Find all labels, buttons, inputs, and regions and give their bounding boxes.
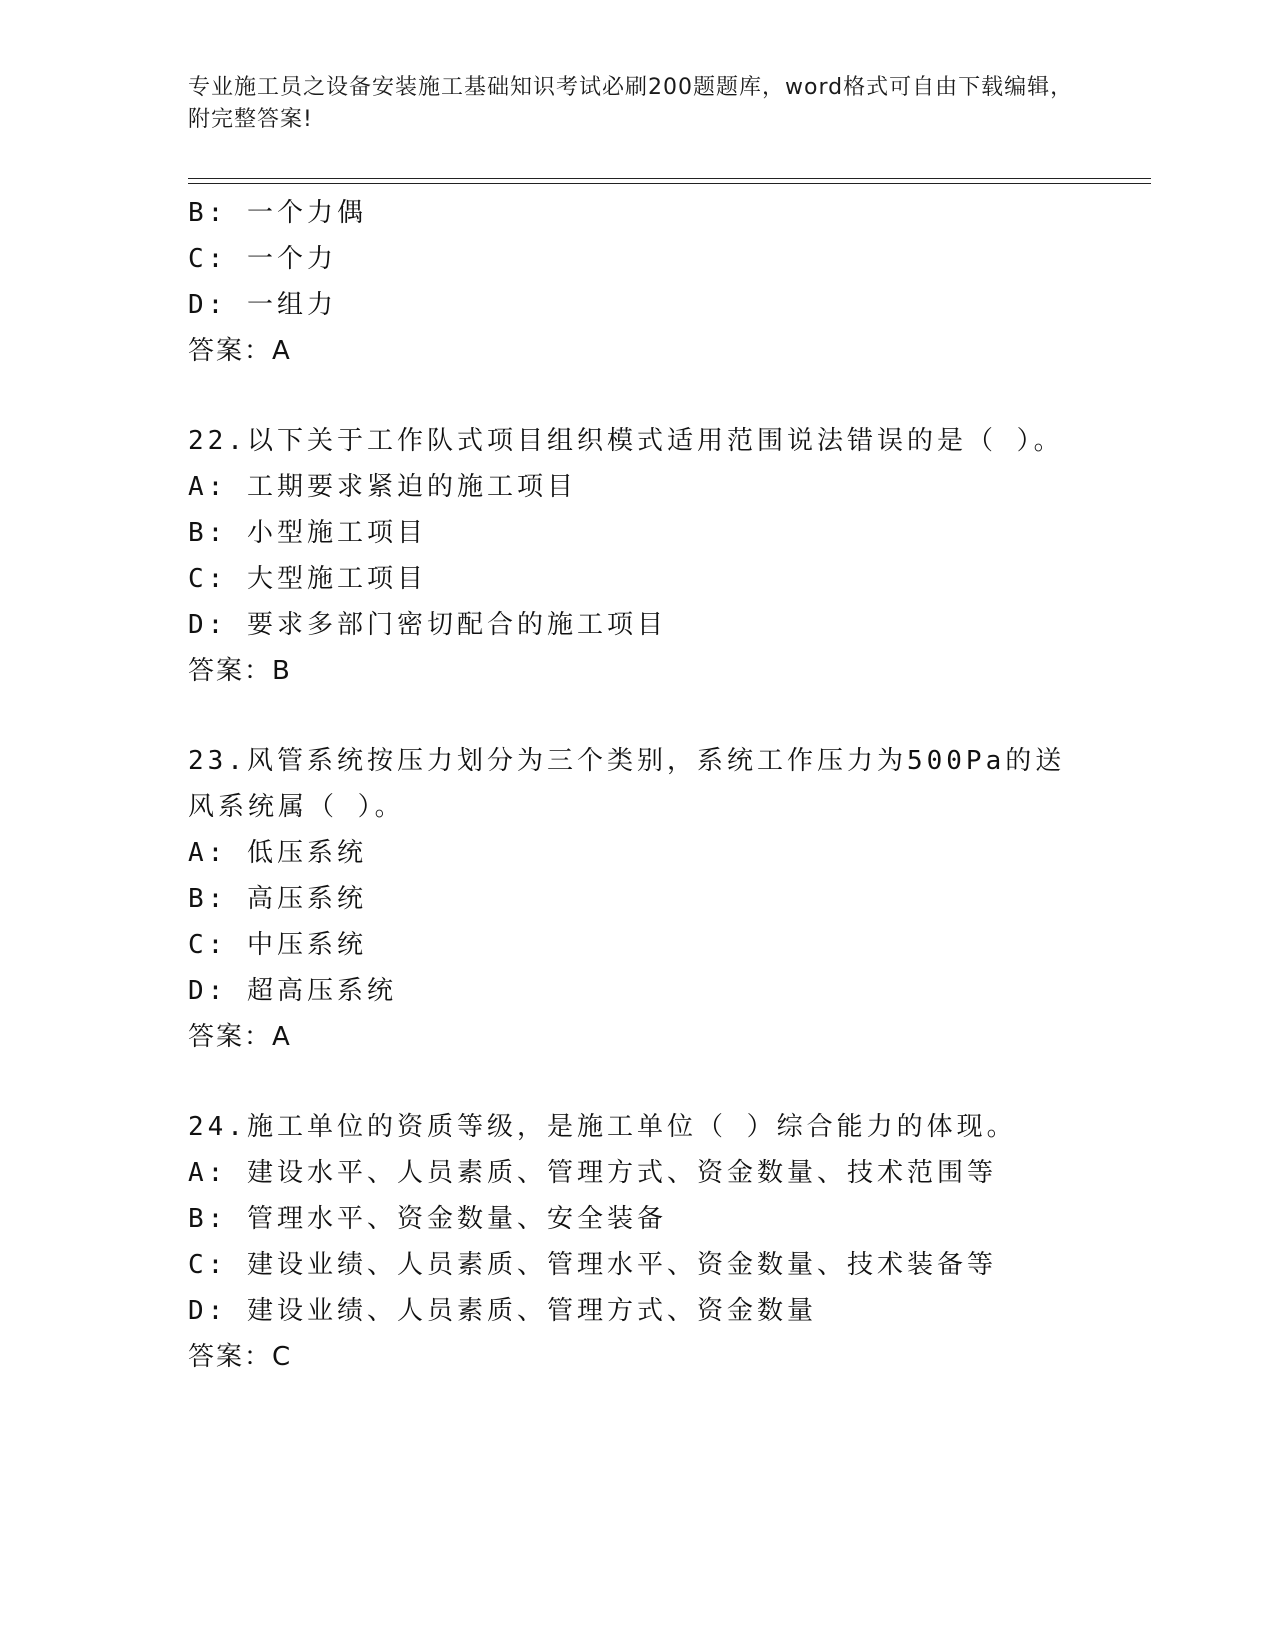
spacer	[188, 694, 1148, 738]
question-block-partial	[188, 190, 1148, 374]
option-b: B: 小型施工项目	[188, 518, 427, 548]
page-header	[188, 72, 1078, 136]
question-stem: 23.风管系统按压力划分为三个类别，系统工作压力为500Pa的送风系统属（ ）。	[188, 746, 1066, 822]
option-b: B: 一个力偶	[188, 198, 367, 228]
document-title: 专业施工员之设备安装施工基础知识考试必刷200题题库，word格式可自由下载编辑，附完整答案!	[188, 75, 1074, 132]
answer-line: 答案：A	[188, 1022, 292, 1052]
answer-line: 答案：A	[188, 336, 292, 366]
option-a: A: 低压系统	[188, 838, 367, 868]
question-stem: 24.施工单位的资质等级，是施工单位（ ）综合能力的体现。	[188, 1112, 1017, 1142]
option-d: D: 超高压系统	[188, 976, 397, 1006]
option-c: C: 建设业绩、人员素质、管理水平、资金数量、技术装备等	[188, 1250, 997, 1280]
option-c: C: 大型施工项目	[188, 564, 427, 594]
option-b: B: 高压系统	[188, 884, 367, 914]
header-rule-bottom	[188, 183, 1151, 184]
question-block-23	[188, 738, 1148, 1060]
option-c: C: 一个力	[188, 244, 337, 274]
question-block-22	[188, 418, 1148, 694]
option-b: B: 管理水平、资金数量、安全装备	[188, 1204, 667, 1234]
question-list	[188, 190, 1148, 1380]
option-d: D: 建设业绩、人员素质、管理方式、资金数量	[188, 1296, 817, 1326]
answer-line: 答案：C	[188, 1342, 293, 1372]
answer-line: 答案：B	[188, 656, 292, 686]
option-a: A: 工期要求紧迫的施工项目	[188, 472, 577, 502]
spacer	[188, 374, 1148, 418]
option-c: C: 中压系统	[188, 930, 367, 960]
question-block-24	[188, 1104, 1148, 1380]
header-rule-top	[188, 178, 1151, 179]
option-a: A: 建设水平、人员素质、管理方式、资金数量、技术范围等	[188, 1158, 997, 1188]
question-stem: 22.以下关于工作队式项目组织模式适用范围说法错误的是（ ）。	[188, 426, 1064, 456]
option-d: D: 一组力	[188, 290, 337, 320]
option-d: D: 要求多部门密切配合的施工项目	[188, 610, 667, 640]
spacer	[188, 1060, 1148, 1104]
